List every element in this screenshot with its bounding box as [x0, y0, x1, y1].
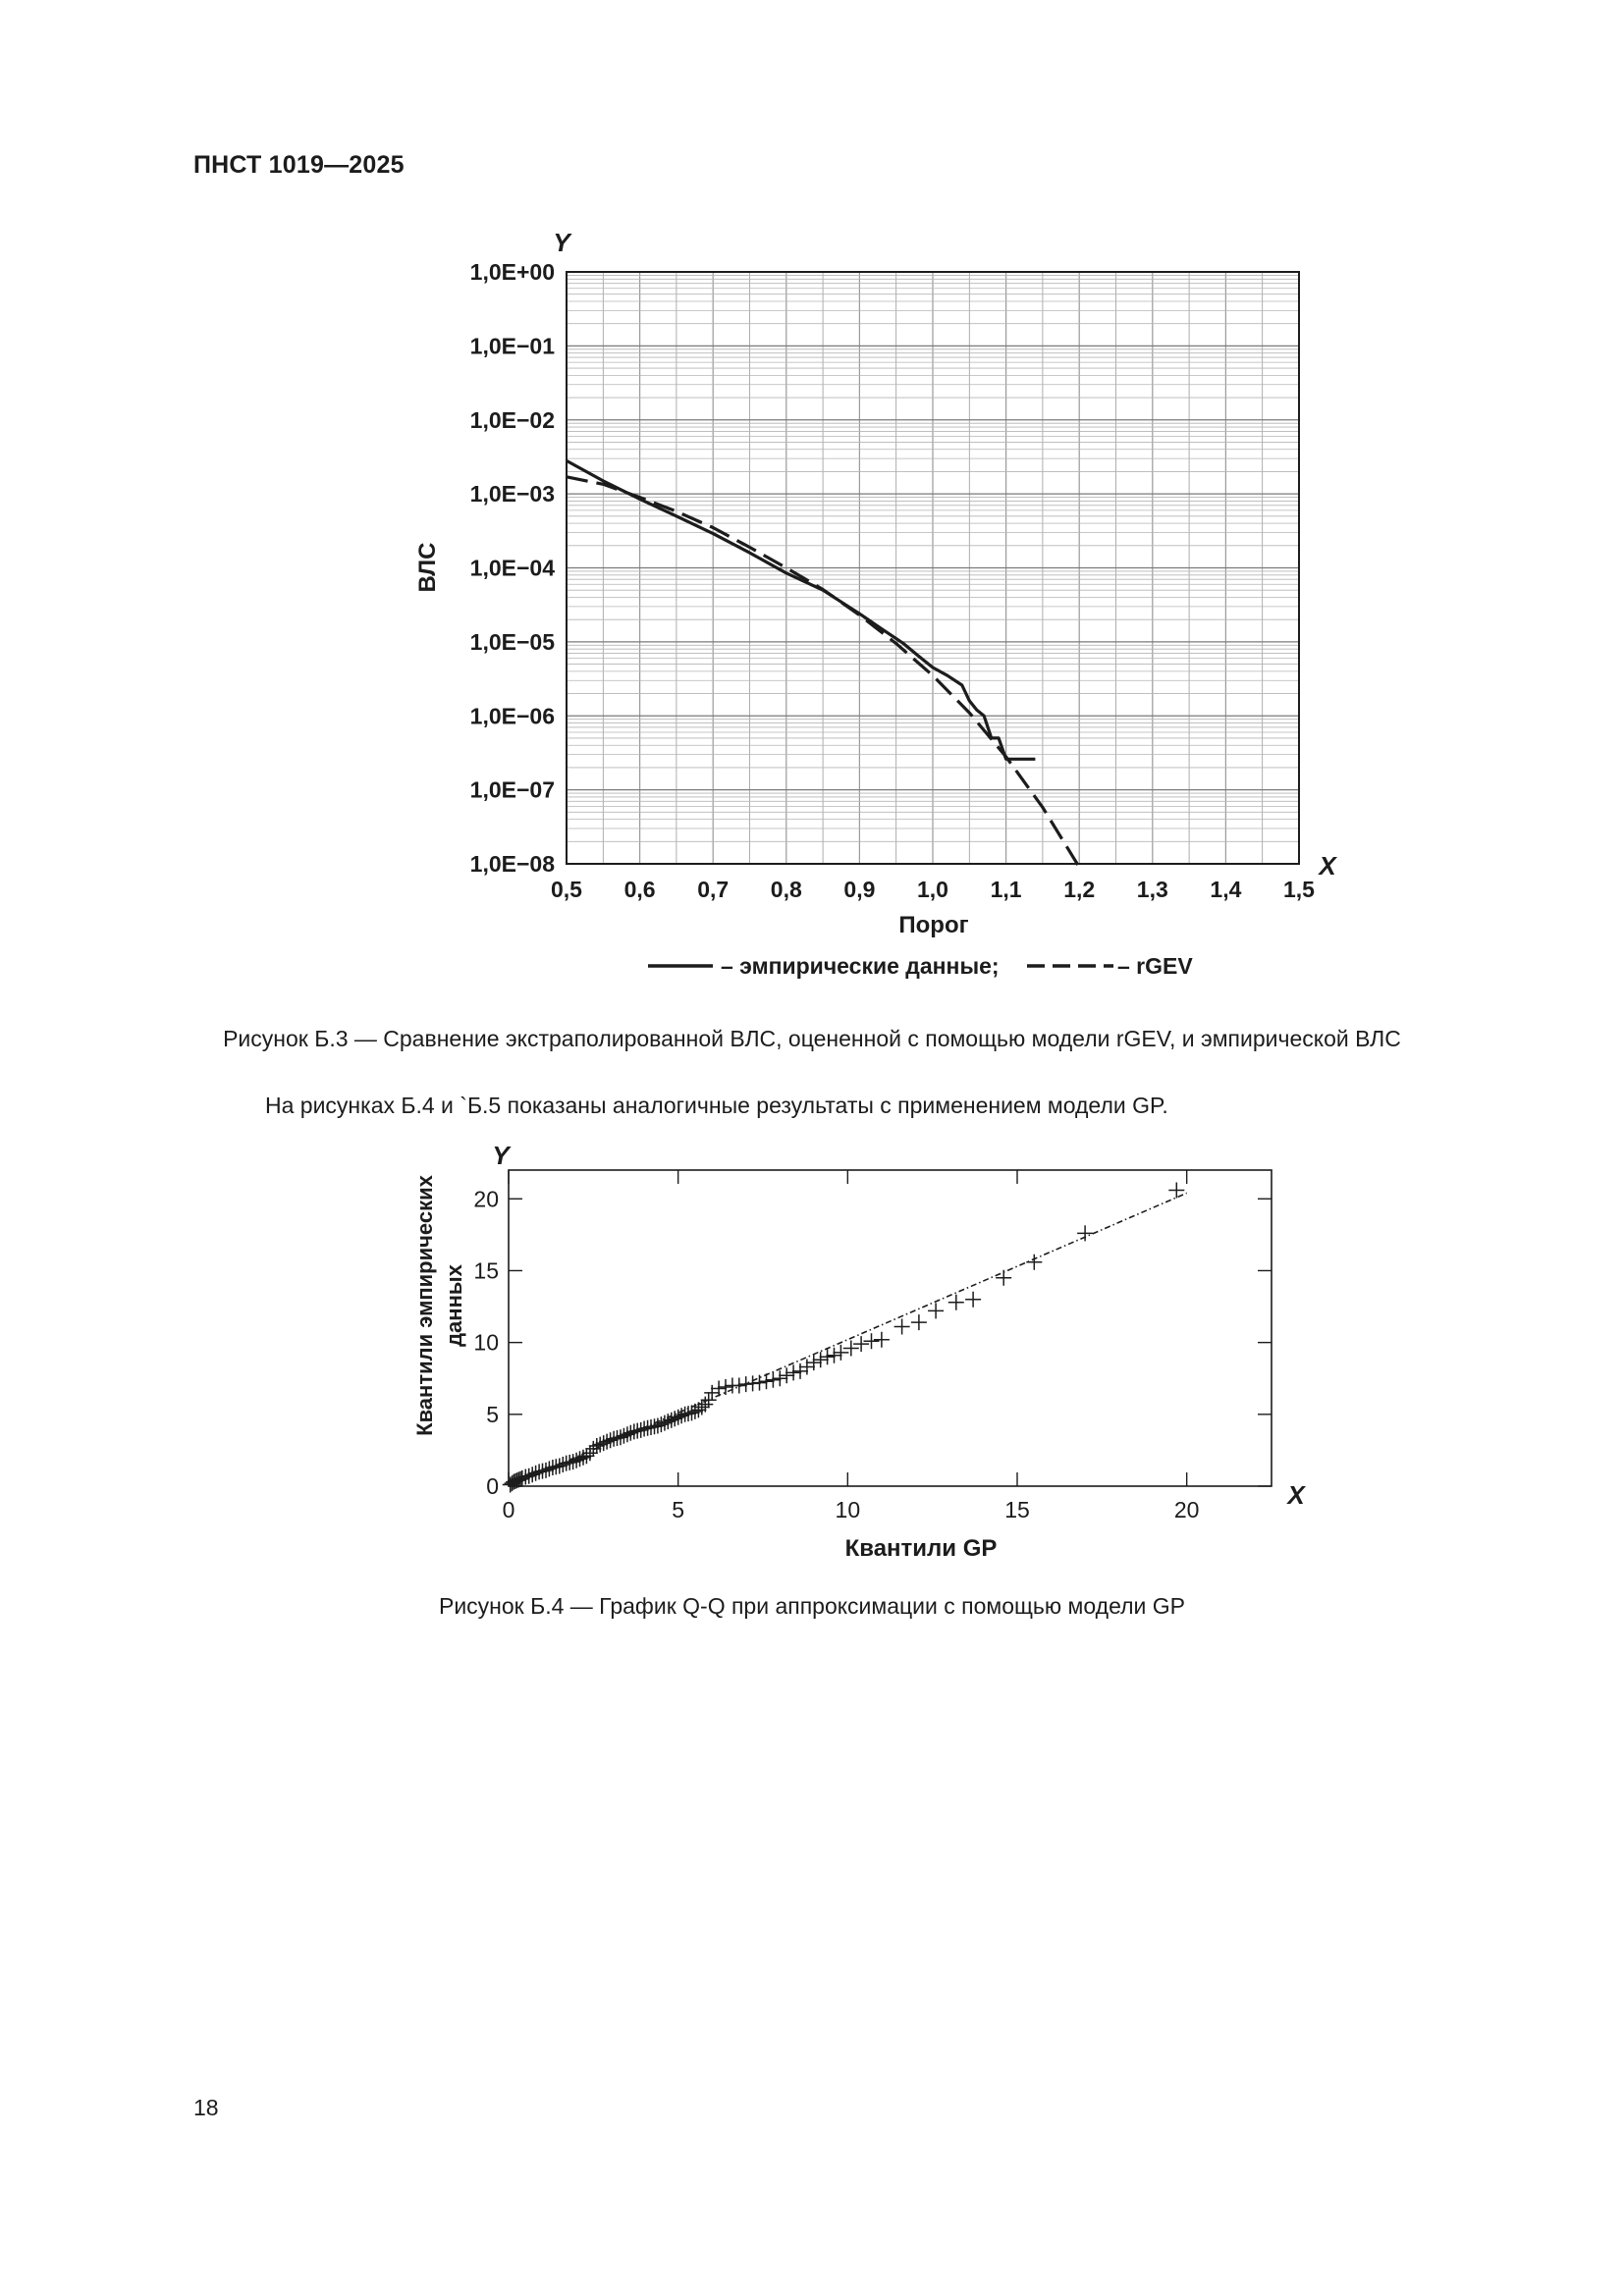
- qq-point: [1077, 1225, 1093, 1241]
- qq-point: [552, 1459, 568, 1474]
- y-tick-label: 1,0E−04: [469, 555, 555, 581]
- qq-point: [711, 1381, 727, 1397]
- qq-point: [674, 1408, 689, 1423]
- document-header: ПНСТ 1019—2025: [193, 151, 405, 179]
- legend-empirical-label: – эмпирические данные;: [721, 953, 1000, 979]
- y-tick-label: 0: [486, 1473, 499, 1499]
- qq-point: [785, 1364, 801, 1380]
- x-tick-label: 20: [1173, 1497, 1200, 1522]
- qq-point: [603, 1432, 619, 1448]
- qq-point: [599, 1434, 615, 1450]
- qq-point: [541, 1461, 557, 1476]
- qq-point: [531, 1464, 547, 1479]
- y-tick-label: 15: [473, 1257, 499, 1284]
- qq-point: [660, 1414, 676, 1429]
- x-tick-label: 0,7: [697, 877, 730, 902]
- qq-point: [928, 1303, 944, 1318]
- x-tick-label: 1,5: [1283, 877, 1315, 902]
- x-tick-label: 1,2: [1063, 877, 1096, 902]
- x-tick-label: 10: [835, 1497, 861, 1522]
- x-tick-label: 5: [672, 1497, 685, 1522]
- qq-point: [833, 1345, 848, 1361]
- qq-point: [528, 1466, 544, 1481]
- y-tick-label: 1,0E+00: [469, 259, 555, 285]
- figure-1-tick-labels: [470, 259, 1316, 902]
- figure-2-x-axis-letter: X: [1287, 1480, 1305, 1510]
- figure-1-x-label: Порог: [898, 912, 969, 938]
- x-tick-label: 1,4: [1210, 877, 1242, 902]
- figure-2-ticks: [473, 1170, 1272, 1522]
- y-tick-label: 20: [473, 1186, 499, 1212]
- qq-point: [827, 1348, 842, 1363]
- qq-point: [538, 1463, 554, 1478]
- qq-point: [874, 1332, 890, 1348]
- qq-point: [578, 1448, 594, 1464]
- qq-point: [620, 1426, 635, 1442]
- qq-point: [864, 1333, 880, 1349]
- qq-point: [650, 1418, 666, 1434]
- qq-point: [772, 1370, 787, 1386]
- qq-point: [589, 1438, 605, 1454]
- qq-point: [701, 1392, 717, 1408]
- qq-point: [592, 1437, 608, 1453]
- figure-1-x-axis-letter: X: [1319, 851, 1336, 881]
- qq-point: [562, 1455, 577, 1470]
- qq-point: [555, 1457, 570, 1472]
- qq-point: [996, 1270, 1011, 1286]
- figure-2-y-label-line-2: данных: [442, 1264, 466, 1347]
- qq-point: [671, 1410, 686, 1425]
- y-tick-label: 1,0E−01: [469, 333, 555, 359]
- qq-point: [633, 1422, 649, 1438]
- qq-point: [752, 1375, 768, 1391]
- y-tick-label: 1,0E−07: [469, 776, 555, 803]
- x-tick-label: 1,3: [1136, 877, 1168, 902]
- qq-point: [613, 1429, 628, 1445]
- figure-1-y-axis-letter: Y: [553, 228, 570, 257]
- qq-point: [792, 1363, 808, 1379]
- qq-point: [616, 1428, 631, 1444]
- figure-1-caption: Рисунок Б.3 — Сравнение экстраполированной ВЛС, оцененной с помощью модели rGEV, и эмпирической ВЛС: [223, 1026, 1401, 1051]
- qq-point: [965, 1292, 981, 1308]
- figure-1-chart: [0, 0, 1624, 991]
- qq-point: [623, 1425, 638, 1441]
- qq-point: [524, 1467, 540, 1482]
- qq-point: [664, 1413, 679, 1428]
- qq-point: [799, 1360, 815, 1375]
- qq-point: [626, 1423, 642, 1439]
- x-tick-label: 0,8: [770, 877, 802, 902]
- body-paragraph: На рисунках Б.4 и `Б.5 показаны аналогичные результаты с применением модели GP.: [265, 1093, 1168, 1118]
- qq-point: [759, 1373, 775, 1389]
- x-tick-label: 0,5: [551, 877, 582, 902]
- qq-point: [636, 1421, 652, 1437]
- y-tick-label: 1,0E−05: [469, 628, 555, 655]
- x-tick-label: 1,1: [990, 877, 1022, 902]
- qq-point: [575, 1450, 591, 1466]
- x-tick-label: 0: [502, 1497, 515, 1522]
- x-tick-label: 1,0: [917, 877, 948, 902]
- qq-point: [718, 1379, 733, 1395]
- qq-point: [653, 1416, 669, 1432]
- qq-point: [687, 1404, 703, 1419]
- x-tick-label: 0,6: [623, 877, 656, 902]
- page-number: 18: [193, 2095, 219, 2120]
- x-tick-label: 15: [1004, 1497, 1030, 1522]
- y-tick-label: 1,0E−06: [469, 703, 555, 729]
- qq-point: [657, 1415, 673, 1431]
- qq-point: [853, 1336, 869, 1352]
- qq-point: [731, 1378, 747, 1394]
- y-tick-label: 1,0E−08: [469, 851, 555, 877]
- figure-2-caption: Рисунок Б.4 — График Q-Q при аппроксимации с помощью модели GP: [438, 1593, 1185, 1619]
- qq-point: [806, 1355, 822, 1370]
- qq-point: [1026, 1255, 1042, 1270]
- y-tick-label: 1,0E−03: [469, 481, 555, 507]
- qq-point: [779, 1367, 794, 1383]
- figure-1-legend: [648, 953, 1193, 979]
- figure-2-y-axis-letter: Y: [492, 1141, 510, 1170]
- qq-point: [610, 1430, 625, 1446]
- qq-point: [745, 1375, 761, 1391]
- figure-1-y-label: ВЛС: [414, 542, 441, 593]
- qq-point: [521, 1468, 537, 1484]
- y-tick-label: 10: [473, 1329, 499, 1356]
- qq-point: [894, 1319, 910, 1335]
- figure-2-x-label: Квантили GP: [844, 1535, 998, 1562]
- legend-rgev-label: – rGEV: [1117, 953, 1193, 979]
- qq-point: [704, 1385, 720, 1401]
- y-tick-label: 1,0E−02: [469, 406, 555, 433]
- y-tick-label: 5: [486, 1401, 499, 1427]
- x-tick-label: 0,9: [843, 877, 876, 902]
- figure-2-chart: [0, 1129, 1624, 1718]
- figure-1-grid: [567, 272, 1299, 864]
- qq-point: [911, 1314, 927, 1330]
- figure-2-y-label-line-1: Квантили эмпирических: [412, 1175, 437, 1436]
- qq-point: [667, 1411, 682, 1426]
- qq-point: [545, 1460, 561, 1475]
- figure-2-points: [503, 1183, 1185, 1493]
- qq-point: [948, 1295, 964, 1310]
- qq-point: [843, 1341, 859, 1357]
